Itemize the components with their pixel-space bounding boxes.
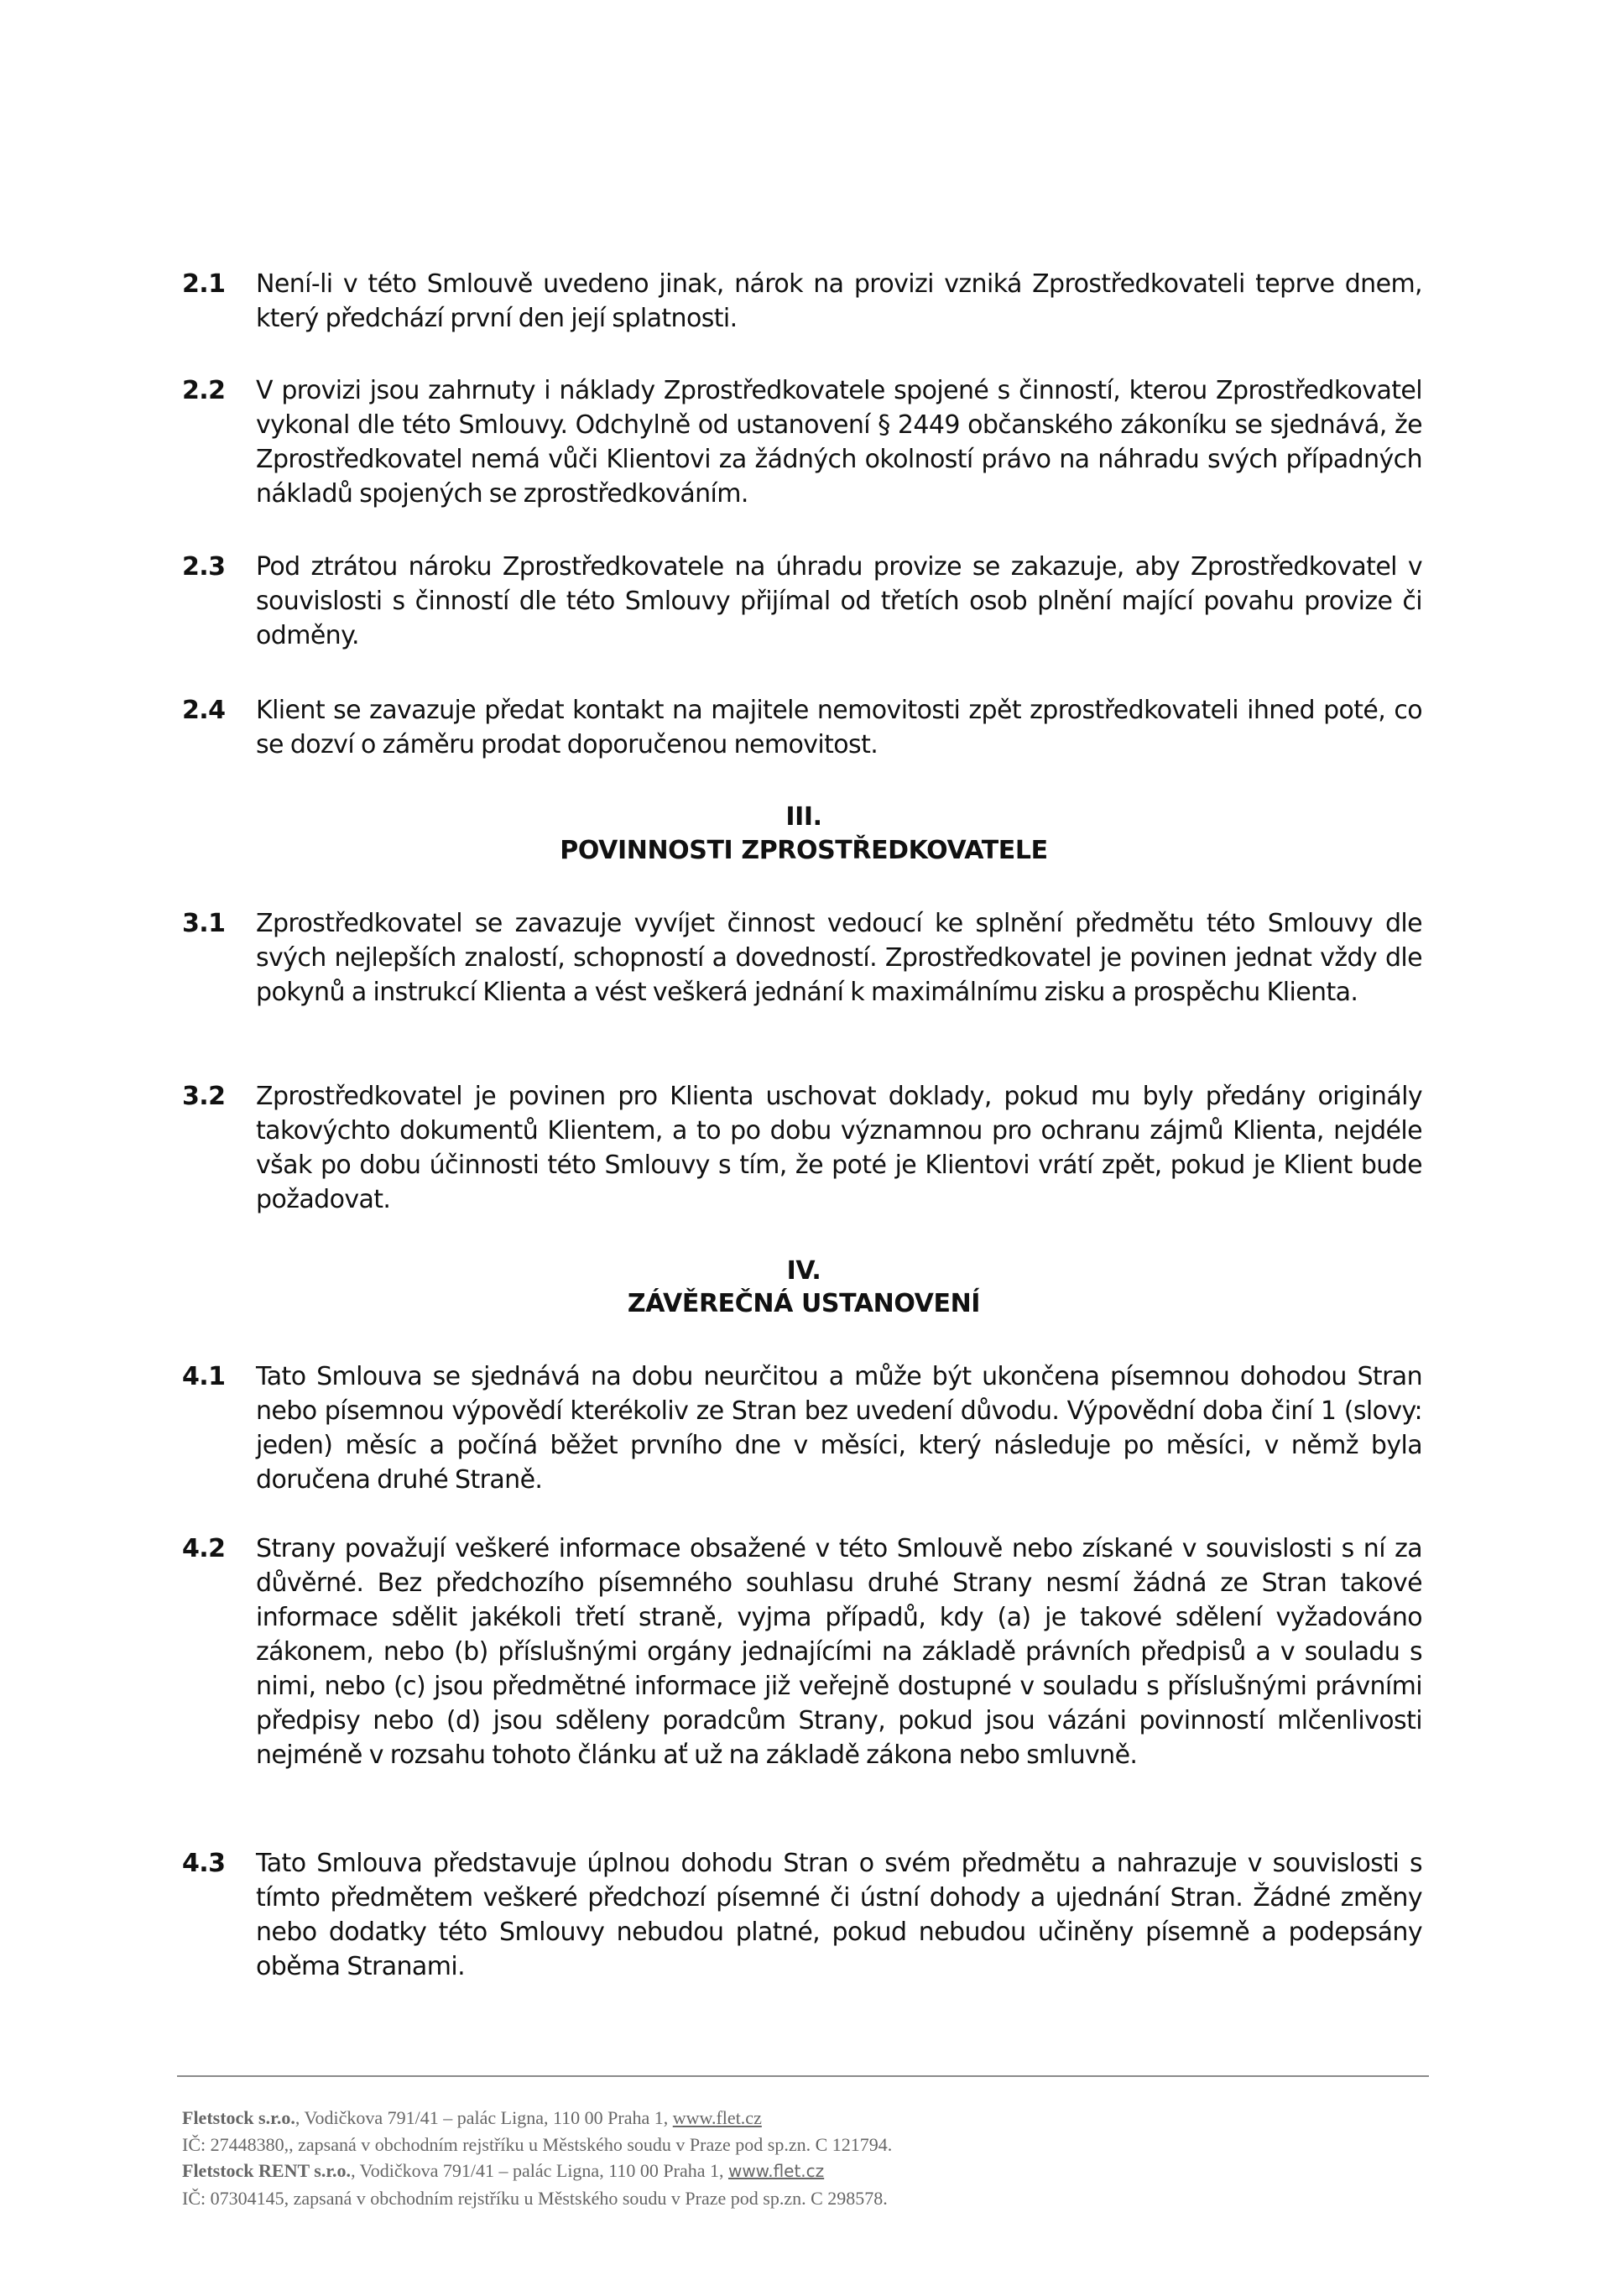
clause-number: 3.2	[182, 1082, 226, 1111]
clause-text: Klient se zavazuje předat kontakt na majitele nemovitosti zpět zprostředkovateli ihned poté, co se dozví o záměru prodat doporučenou nemovitost.	[256, 696, 1422, 759]
footer-divider	[177, 2075, 1429, 2077]
clause-text: Pod ztrátou nároku Zprostředkovatele na úhradu provize se zakazuje, aby Zprostředkovatel v souvislosti s činností dle této Smlouvy přijímal od třetích osob plnění mající povahu provize či odměny.	[256, 552, 1422, 650]
clause-3-1	[182, 906, 1422, 1010]
clause-2-3	[182, 550, 1422, 653]
clause-number: 2.2	[182, 376, 226, 405]
clause-number: 2.4	[182, 696, 226, 725]
clause-text: Není-li v této Smlouvě uvedeno jinak, nárok na provizi vzniká Zprostředkovateli teprve dnem, který předchází první den její splatnosti.	[256, 269, 1422, 333]
clause-text: Tato Smlouva představuje úplnou dohodu Stran o svém předmětu a nahrazuje v souvislosti s tímto předmětem veškeré předchozí písemné či ústní dohody a ujednání Stran. Žádné změny nebo dodatky této Smlouvy nebudou platné, pokud nebudou učiněny písemně a podepsány oběma Stranami.	[256, 1849, 1422, 1981]
section-title: POVINNOSTI ZPROSTŘEDKOVATELE	[560, 836, 1048, 865]
footer-company-name: Fletstock s.r.o.	[182, 2107, 295, 2128]
footer-registration-2: IČ: 07304145, zapsaná v obchodním rejstříku u Městského soudu v Praze pod sp.zn. C 298578.	[182, 2187, 888, 2209]
clause-text: V provizi jsou zahrnuty i náklady Zprostředkovatele spojené s činností, kterou Zprostředkovatel vykonal dle této Smlouvy. Odchylně od ustanovení § 2449 občanského zákoníku se sjednává, že Zprostředkovatel nemá vůči Klientovi za žádných okolností právo na náhradu svých případných nákladů spojených se zprostředkováním.	[256, 376, 1422, 509]
section-roman-numeral: IV.	[786, 1256, 821, 1286]
clause-number: 2.3	[182, 552, 226, 582]
clause-number: 4.2	[182, 1534, 226, 1563]
clause-4-2	[182, 1532, 1422, 1772]
clause-number: 4.1	[182, 1362, 226, 1391]
clause-text: Strany považují veškeré informace obsažené v této Smlouvě nebo získané v souvislosti s ní za důvěrné. Bez předchozího písemného souhlasu druhé Strany nesmí žádná ze Stran takové informace sdělit jakékoli třetí straně, vyjma případů, kdy (a) je takové sdělení vyžadováno zákonem, nebo (b) příslušnými orgány jednajícími na základě právních předpisů a v souladu s nimi, nebo (c) jsou předmětné informace již veřejně dostupné v souladu s příslušnými právními předpisy nebo (d) jsou sděleny poradcům Strany, pokud jsou vázáni povinností mlčenlivosti nejméně v rozsahu tohoto článku ať už na základě zákona nebo smluvně.	[256, 1534, 1422, 1770]
clause-3-2	[182, 1079, 1422, 1217]
section-title: ZÁVĚREČNÁ USTANOVENÍ	[627, 1289, 981, 1318]
page-footer	[182, 2105, 892, 2211]
footer-company-name: Fletstock RENT s.r.o.	[182, 2160, 352, 2181]
clause-4-1	[182, 1359, 1422, 1497]
footer-line-company-1	[182, 2105, 892, 2132]
clause-2-2	[182, 373, 1422, 511]
footer-address: , Vodičkova 791/41 – palác Ligna, 110 00 Praha 1,	[295, 2107, 673, 2128]
clause-2-4	[182, 693, 1422, 762]
section-roman-numeral: III.	[785, 802, 822, 832]
clause-number: 4.3	[182, 1849, 226, 1878]
clause-4-3	[182, 1846, 1422, 1984]
clause-number: 3.1	[182, 909, 226, 938]
footer-line-company-2	[182, 2158, 892, 2185]
footer-registration-1: IČ: 27448380,, zapsaná v obchodním rejstříku u Městského soudu v Praze pod sp.zn. C 121794.	[182, 2133, 893, 2155]
clause-text: Tato Smlouva se sjednává na dobu neurčitou a může být ukončena písemnou dohodou Stran nebo písemnou výpovědí kterékoliv ze Stran bez uvedení důvodu. Výpovědní doba činí 1 (slovy: jeden) měsíc a počíná běžet prvního dne v měsíci, který následuje po měsíci, v němž byla doručena druhé Straně.	[256, 1362, 1422, 1495]
clause-text: Zprostředkovatel se zavazuje vyvíjet činnost vedoucí ke splnění předmětu této Smlouvy dle svých nejlepších znalostí, schopností a dovedností. Zprostředkovatel je povinen jednat vždy dle pokynů a instrukcí Klienta a vést veškerá jednání k maximálnímu zisku a prospěchu Klienta.	[256, 909, 1422, 1007]
clause-number: 2.1	[182, 269, 226, 299]
clause-text: Zprostředkovatel je povinen pro Klienta uschovat doklady, pokud mu byly předány originály takovýchto dokumentů Klientem, a to po dobu významnou pro ochranu zájmů Klienta, nejdéle však po dobu účinnosti této Smlouvy s tím, že poté je Klientovi vrátí zpět, pokud je Klient bude požadovat.	[256, 1082, 1422, 1214]
footer-website-link[interactable]: www.flet.cz	[672, 2107, 762, 2128]
footer-website-link[interactable]: www.flet.cz	[727, 2161, 825, 2181]
clause-2-1	[182, 267, 1422, 336]
footer-address: , Vodičkova 791/41 – palác Ligna, 110 00 Praha 1,	[351, 2160, 728, 2181]
